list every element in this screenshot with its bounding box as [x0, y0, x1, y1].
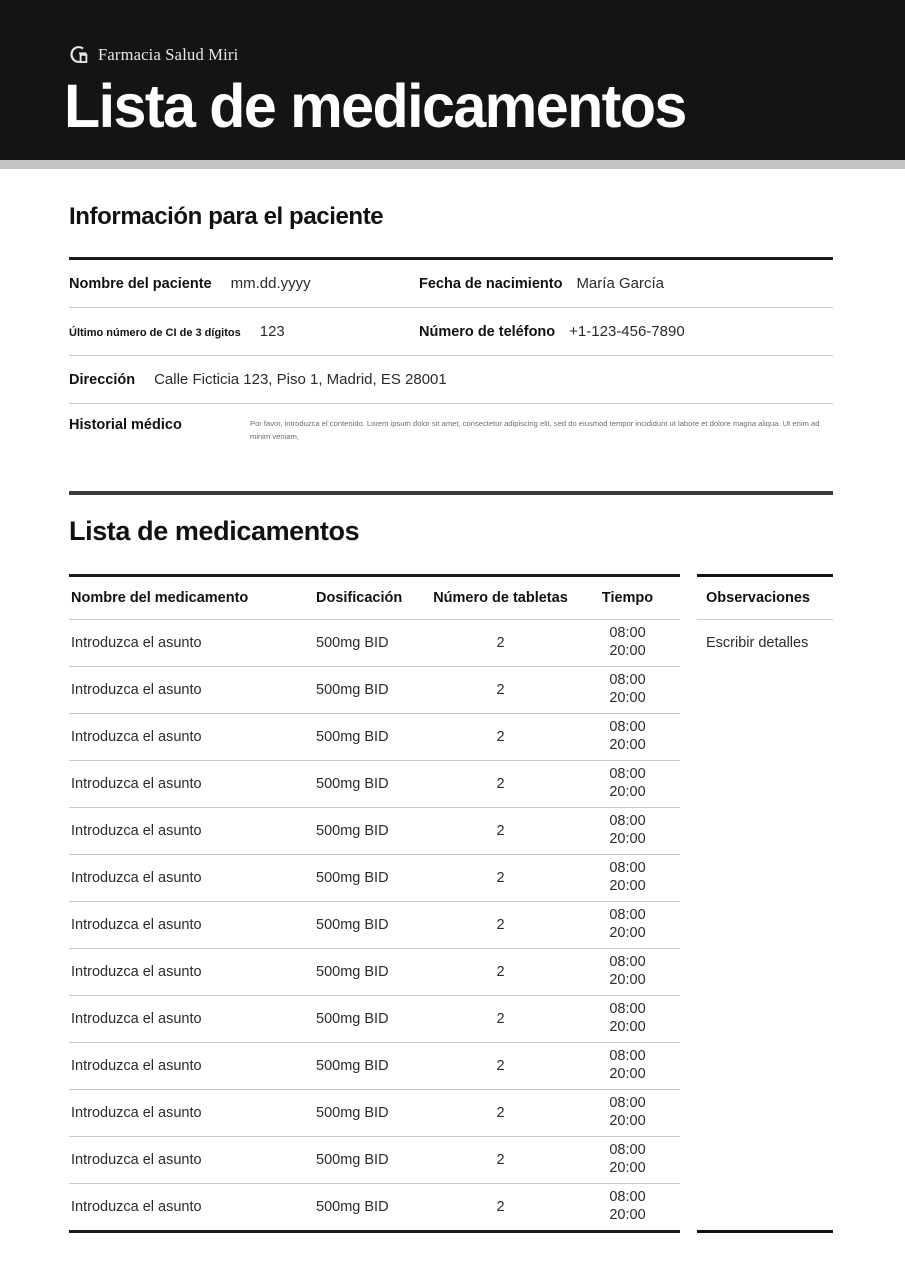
cell-observations[interactable] [697, 902, 833, 948]
cell-tablet-count[interactable]: 2 [496, 917, 505, 933]
column-header-observations: Observaciones [706, 590, 810, 606]
time-morning: 08:00 [609, 860, 646, 877]
brand-name: Farmacia Salud Miri [98, 44, 239, 64]
medication-table-layout [69, 574, 833, 1233]
medication-table-bottom-rule [69, 1230, 680, 1233]
table-row[interactable] [69, 1137, 680, 1183]
medication-section-title: Lista de medicamentos [69, 516, 360, 546]
cell-time[interactable] [573, 1142, 682, 1177]
cell-time[interactable] [573, 672, 682, 707]
cell-tablet-count[interactable]: 2 [496, 635, 505, 651]
medical-history-value[interactable]: Por favor, introduzca el contenido. Lorem ipsum dolor sit amet, consectetur adipiscing elit, sed do eiusmod tempor incididunt ut labore et dolore magna aliqua. Ut enim ad minim veniam, [250, 419, 820, 442]
cell-dose[interactable]: 500mg BID [316, 776, 389, 792]
medication-list-section [69, 516, 833, 1233]
table-row[interactable] [69, 855, 680, 901]
cell-dose[interactable]: 500mg BID [316, 1152, 389, 1168]
cell-dose[interactable]: 500mg BID [316, 1058, 389, 1074]
cell-time[interactable] [573, 1001, 682, 1036]
cell-dose[interactable]: 500mg BID [316, 635, 389, 651]
cell-observations[interactable] [697, 761, 833, 807]
cell-observations[interactable] [697, 667, 833, 713]
time-evening: 20:00 [609, 925, 646, 941]
cell-observations[interactable] [697, 1137, 833, 1183]
field-patient-name[interactable] [69, 275, 419, 292]
cell-medication-name[interactable]: Introduzca el asunto [71, 1058, 202, 1074]
cell-medication-name[interactable]: Introduzca el asunto [71, 635, 202, 651]
time-evening: 20:00 [609, 690, 646, 706]
date-of-birth-label: Fecha de nacimiento [419, 276, 563, 292]
cell-medication-name[interactable]: Introduzca el asunto [71, 1152, 202, 1168]
table-row[interactable] [69, 1184, 680, 1230]
cell-tablet-count[interactable]: 2 [496, 776, 505, 792]
phone-number-label: Número de teléfono [419, 324, 556, 340]
cell-medication-name[interactable]: Introduzca el asunto [71, 823, 202, 839]
patient-section-title: Información para el paciente [69, 203, 384, 230]
cell-observations[interactable] [697, 714, 833, 760]
cell-time[interactable] [573, 954, 682, 989]
cell-tablet-count[interactable]: 2 [496, 1105, 505, 1121]
address-value: Calle Ficticia 123, Piso 1, Madrid, ES 28001 [154, 371, 447, 388]
time-morning: 08:00 [609, 719, 646, 736]
cell-time[interactable] [573, 907, 682, 942]
column-header-dose: Dosificación [316, 590, 403, 606]
cell-tablet-count[interactable]: 2 [496, 1011, 505, 1027]
time-morning: 08:00 [609, 1048, 646, 1065]
time-evening: 20:00 [609, 831, 646, 847]
id-last-three-value: 123 [259, 323, 285, 340]
patient-row-id-phone [69, 308, 833, 355]
cell-dose[interactable]: 500mg BID [316, 1011, 389, 1027]
medication-table [69, 574, 680, 1233]
cell-dose[interactable]: 500mg BID [316, 1199, 389, 1215]
cell-dose[interactable]: 500mg BID [316, 870, 389, 886]
cell-medication-name[interactable]: Introduzca el asunto [71, 964, 202, 980]
time-morning: 08:00 [609, 1189, 646, 1206]
column-header-time: Tiempo [601, 590, 654, 606]
cell-time[interactable] [573, 1095, 682, 1130]
observations-column [697, 574, 833, 1233]
table-row[interactable] [69, 902, 680, 948]
cell-tablet-count[interactable]: 2 [496, 870, 505, 886]
cell-dose[interactable]: 500mg BID [316, 1105, 389, 1121]
medical-history-label: Historial médico [69, 417, 182, 433]
time-evening: 20:00 [609, 972, 646, 988]
page-title: Lista de medicamentos [64, 72, 686, 140]
cell-medication-name[interactable]: Introduzca el asunto [71, 870, 202, 886]
cell-tablet-count[interactable]: 2 [496, 1152, 505, 1168]
cell-dose[interactable]: 500mg BID [316, 823, 389, 839]
document-header [0, 0, 905, 160]
table-row[interactable] [69, 761, 680, 807]
cell-observations[interactable] [697, 996, 833, 1042]
cell-medication-name[interactable]: Introduzca el asunto [71, 682, 202, 698]
cell-observations[interactable] [697, 949, 833, 995]
table-row[interactable] [69, 1090, 680, 1136]
cell-tablet-count[interactable]: 2 [496, 823, 505, 839]
cell-tablet-count[interactable]: 2 [496, 1199, 505, 1215]
cell-observations[interactable] [697, 1090, 833, 1136]
cell-time[interactable] [573, 766, 682, 801]
field-date-of-birth[interactable] [419, 275, 833, 292]
medication-table-header [69, 577, 680, 619]
cell-observations[interactable] [697, 1184, 833, 1230]
time-morning: 08:00 [609, 625, 646, 642]
cell-time[interactable] [573, 1189, 682, 1224]
table-row[interactable] [69, 996, 680, 1042]
field-id-last-three[interactable] [69, 323, 419, 340]
time-morning: 08:00 [609, 672, 646, 689]
cell-observations[interactable] [697, 808, 833, 854]
time-evening: 20:00 [609, 1019, 646, 1035]
date-of-birth-value: María García [576, 275, 664, 292]
time-morning: 08:00 [609, 1095, 646, 1112]
time-evening: 20:00 [609, 784, 646, 800]
patient-section-bottom-rule [69, 491, 833, 495]
time-morning: 08:00 [609, 1142, 646, 1159]
table-row[interactable] [69, 620, 680, 666]
patient-information-section [69, 203, 833, 495]
cell-tablet-count[interactable]: 2 [496, 682, 505, 698]
cell-time[interactable] [573, 813, 682, 848]
cell-observations[interactable] [697, 1043, 833, 1089]
table-row[interactable] [69, 808, 680, 854]
address-label: Dirección [69, 372, 136, 388]
cell-observations[interactable]: Escribir detalles [706, 635, 809, 651]
patient-row-medical-history [69, 404, 833, 491]
patient-name-value: mm.dd.yyyy [230, 275, 311, 292]
column-header-name: Nombre del medicamento [71, 590, 249, 606]
time-evening: 20:00 [609, 878, 646, 894]
time-morning: 08:00 [609, 907, 646, 924]
observations-rows-container [697, 620, 833, 1230]
cell-time[interactable] [573, 625, 682, 660]
cell-medication-name[interactable]: Introduzca el asunto [71, 917, 202, 933]
cell-medication-name[interactable]: Introduzca el asunto [71, 776, 202, 792]
cell-medication-name[interactable]: Introduzca el asunto [71, 1011, 202, 1027]
time-morning: 08:00 [609, 813, 646, 830]
cell-time[interactable] [573, 719, 682, 754]
patient-row-name-dob [69, 260, 833, 307]
cell-tablet-count[interactable]: 2 [496, 1058, 505, 1074]
patient-row-address [69, 356, 833, 403]
patient-name-label: Nombre del paciente [69, 276, 212, 292]
cell-dose[interactable]: 500mg BID [316, 964, 389, 980]
time-evening: 20:00 [609, 737, 646, 753]
table-row[interactable] [69, 714, 680, 760]
table-row[interactable] [69, 949, 680, 995]
cell-tablet-count[interactable]: 2 [496, 729, 505, 745]
field-address[interactable] [69, 371, 447, 388]
cell-time[interactable] [573, 1048, 682, 1083]
cell-medication-name[interactable]: Introduzca el asunto [71, 729, 202, 745]
pharmacy-g-monogram-icon [68, 44, 89, 65]
time-morning: 08:00 [609, 766, 646, 783]
cell-dose[interactable]: 500mg BID [316, 729, 389, 745]
cell-observations[interactable] [697, 855, 833, 901]
field-phone-number[interactable] [419, 323, 833, 340]
time-evening: 20:00 [609, 1113, 646, 1129]
time-evening: 20:00 [609, 1207, 646, 1223]
brand [68, 44, 238, 65]
time-evening: 20:00 [609, 1160, 646, 1176]
cell-tablet-count[interactable]: 2 [496, 964, 505, 980]
table-row[interactable] [69, 667, 680, 713]
cell-dose[interactable]: 500mg BID [316, 917, 389, 933]
id-last-three-label: Último número de CI de 3 dígitos [69, 327, 241, 339]
phone-number-value: +1-123-456-7890 [569, 323, 685, 340]
medication-rows-container [69, 620, 680, 1230]
time-evening: 20:00 [609, 1066, 646, 1082]
cell-medication-name[interactable]: Introduzca el asunto [71, 1105, 202, 1121]
table-row[interactable] [69, 1043, 680, 1089]
cell-medication-name[interactable]: Introduzca el asunto [71, 1199, 202, 1215]
header-accent-strip [0, 160, 905, 169]
observations-bottom-rule [697, 1230, 833, 1233]
cell-time[interactable] [573, 860, 682, 895]
cell-dose[interactable]: 500mg BID [316, 682, 389, 698]
column-header-tablets: Número de tabletas [433, 590, 568, 606]
time-morning: 08:00 [609, 1001, 646, 1018]
time-morning: 08:00 [609, 954, 646, 971]
time-evening: 20:00 [609, 643, 646, 659]
